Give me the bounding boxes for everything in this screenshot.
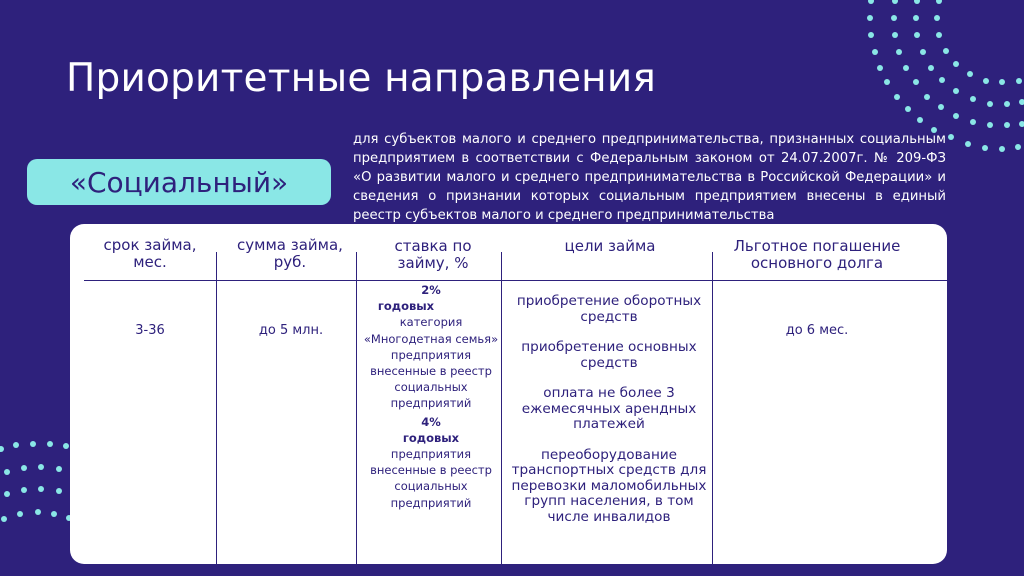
goal-item: переоборудование транспортных средств для перевозки маломобильных групп населения, в том числе инвалидов [511, 446, 707, 525]
header-amount: сумма займа, руб. [237, 236, 343, 271]
category-badge-label: «Социальный» [69, 165, 289, 199]
cell-grace: до 6 мес. [785, 323, 849, 338]
category-badge [27, 159, 331, 205]
column-divider [216, 252, 217, 564]
page-title: Приоритетные направления [66, 56, 657, 101]
goal-item: оплата не более 3 ежемесячных арендных платежей [521, 385, 697, 432]
cell-term: 3-36 [135, 323, 165, 338]
header-divider [84, 280, 947, 281]
goal-item: приобретение оборотных средств [516, 293, 702, 325]
cell-amount: до 5 млн. [258, 323, 324, 338]
header-grace: Льготное погашение основного долга [733, 237, 901, 272]
column-divider [712, 252, 713, 564]
rate-note: предприятия внесенные в реестр социальных предприятий [370, 447, 492, 510]
rate-option [358, 414, 504, 511]
goal-item: приобретение основных средств [521, 339, 697, 371]
header-goals: цели займа [564, 237, 656, 255]
loan-terms-table [70, 224, 947, 564]
cell-rate [358, 282, 504, 511]
program-description: для субъектов малого и среднего предпринимательства, признанных социальным предприятием в соответствии с Федеральным законом от 24.07.2007г. № 209-ФЗ «О развитии малого и среднего предпринимательства в Российской Федерации» и сведения о признании которых социальным предприятием внесены в единый реестр субъектов малого и среднего предпринимательства [353, 132, 946, 222]
cell-goals [506, 294, 712, 540]
column-divider [356, 252, 357, 564]
rate-value: 2% [421, 283, 441, 297]
rate-unit: годовых [377, 299, 435, 314]
header-term: срок займа, мес. [103, 236, 197, 271]
rate-option [358, 282, 504, 412]
rate-value: 4% [421, 414, 441, 429]
rate-unit: годовых [402, 430, 460, 445]
header-rate: ставка по займу, % [394, 237, 472, 272]
rate-note: категория «Многодетная семья» предприятия внесенные в реестр социальных предприятий [363, 315, 499, 411]
